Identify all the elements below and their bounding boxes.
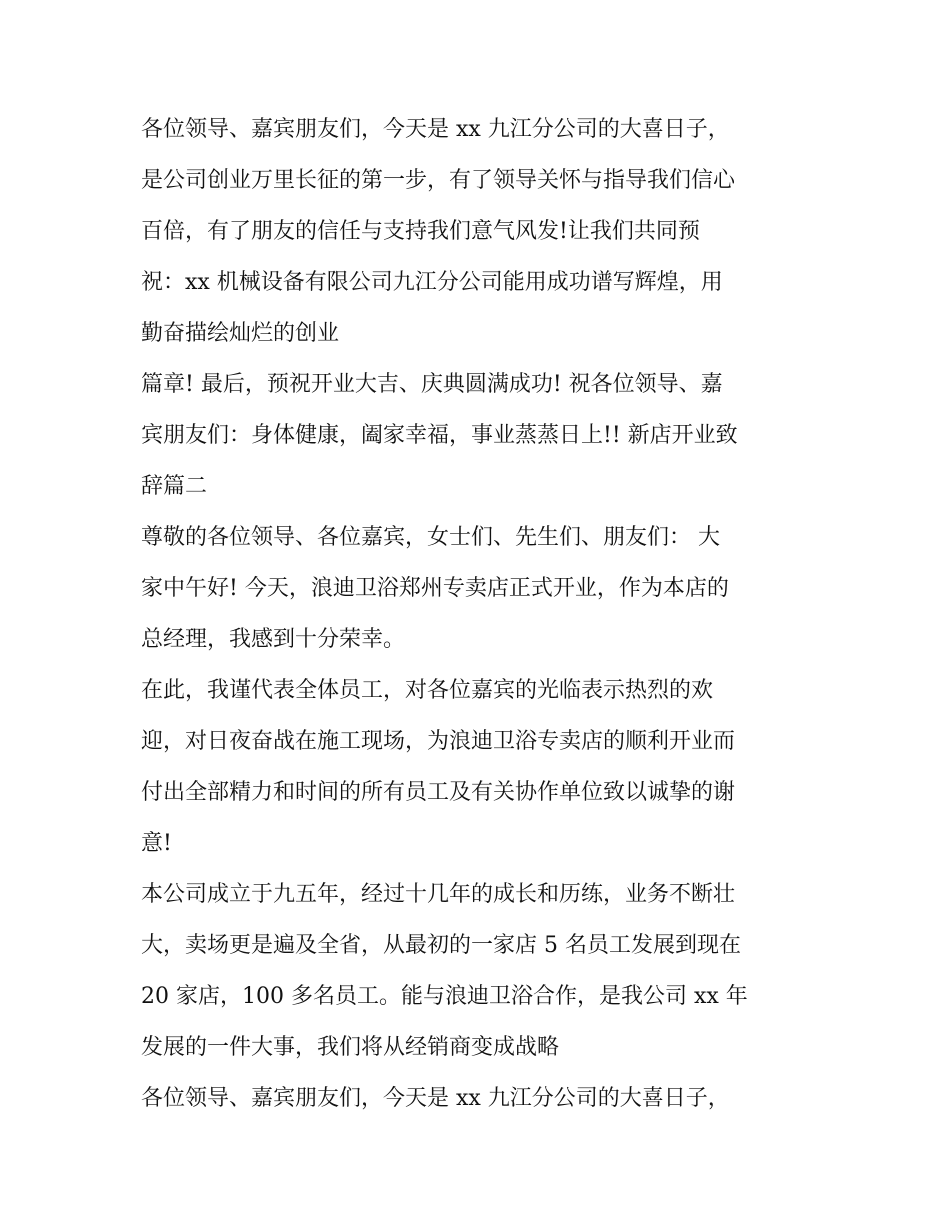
text-line: 是公司创业万里长征的第一步，有了领导关怀与指导我们信心 <box>141 168 736 193</box>
text-line: 百倍，有了朋友的信任与支持我们意气风发!让我们共同预 <box>141 219 700 244</box>
text-line: 意! <box>141 831 172 856</box>
text-line: 尊敬的各位领导、各位嘉宾，女士们、先生们、朋友们： 大 <box>141 525 720 550</box>
text-line: 勤奋描绘灿烂的创业 <box>141 321 340 346</box>
document-body <box>141 104 841 1124</box>
text-line: 辞篇二 <box>141 474 208 499</box>
text-line: 宾朋友们：身体健康，阖家幸福，事业蒸蒸日上!! 新店开业致 <box>141 423 738 448</box>
text-line: 家中午好! 今天，浪迪卫浴郑州专卖店正式开业，作为本店的 <box>141 576 729 601</box>
text-line: 各位领导、嘉宾朋友们，今天是 xx 九江分公司的大喜日子， <box>141 117 730 142</box>
text-line: 总经理，我感到十分荣幸。 <box>141 627 406 652</box>
text-line: 大，卖场更是遍及全省，从最初的一家店 5 名员工发展到现在 <box>141 933 741 958</box>
text-line: 迎，对日夜奋战在施工现场，为浪迪卫浴专卖店的顺利开业而 <box>141 729 736 754</box>
text-line: 各位领导、嘉宾朋友们，今天是 xx 九江分公司的大喜日子， <box>141 1086 730 1111</box>
text-line: 篇章! 最后，预祝开业大吉、庆典圆满成功! 祝各位领导、嘉 <box>141 372 723 397</box>
text-line: 在此，我谨代表全体员工，对各位嘉宾的光临表示热烈的欢 <box>141 678 714 703</box>
text-line: 20 家店，100 多名员工。能与浪迪卫浴合作，是我公司 xx 年 <box>141 984 748 1009</box>
text-line: 发展的一件大事，我们将从经销商变成战略 <box>141 1035 560 1060</box>
text-line: 本公司成立于九五年，经过十几年的成长和历练，业务不断壮 <box>141 882 736 907</box>
text-line: 付出全部精力和时间的所有员工及有关协作单位致以诚挚的谢 <box>141 780 736 805</box>
text-line: 祝：xx 机械设备有限公司九江分公司能用成功谱写辉煌，用 <box>141 270 723 295</box>
